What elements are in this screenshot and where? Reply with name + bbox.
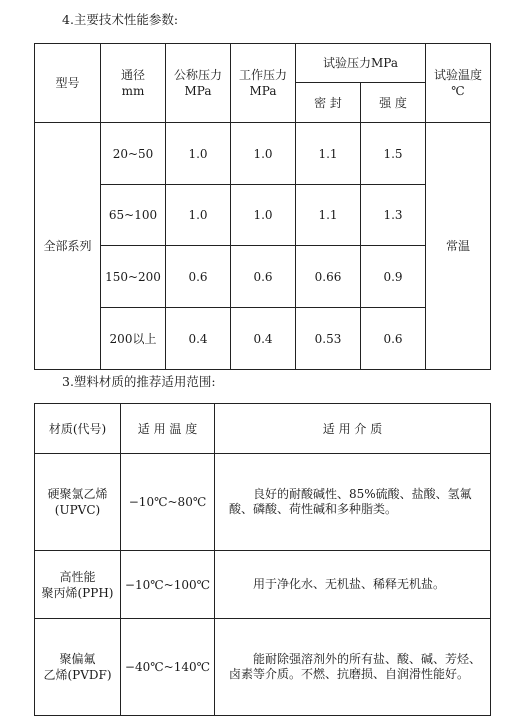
- strength-pressure-cell: 1.3: [361, 185, 426, 246]
- seal-pressure-cell: 1.1: [296, 185, 361, 246]
- table-row: [35, 454, 491, 551]
- material-application-table: [34, 403, 491, 716]
- seal-pressure-cell: 0.66: [296, 246, 361, 308]
- working-pressure-cell: 1.0: [231, 123, 296, 185]
- table-row: [35, 308, 491, 370]
- table-row: [35, 619, 491, 716]
- medium-description-cell: 用于净化水、无机盐、稀释无机盐。: [215, 551, 491, 619]
- table-row: [35, 185, 491, 246]
- seal-pressure-cell: 1.1: [296, 123, 361, 185]
- material-name-cell: 聚偏氟 乙烯(PVDF): [35, 619, 121, 716]
- table-row: [35, 551, 491, 619]
- header-nominal-pressure: 公称压力 MPa: [166, 44, 231, 123]
- technical-parameters-table: [34, 43, 491, 370]
- nominal-pressure-cell: 1.0: [166, 185, 231, 246]
- temperature-range-cell: −10℃~100℃: [121, 551, 215, 619]
- strength-pressure-cell: 0.6: [361, 308, 426, 370]
- header-medium: 适 用 介 质: [215, 404, 491, 454]
- medium-description-cell: 良好的耐酸碱性、85%硫酸、盐酸、氢氟酸、磷酸、荷性碱和多种脂类。: [215, 454, 491, 551]
- temperature-range-cell: −10℃~80℃: [121, 454, 215, 551]
- working-pressure-cell: 0.4: [231, 308, 296, 370]
- bore-cell: 65~100: [101, 185, 166, 246]
- header-test-pressure: 试验压力MPa: [296, 44, 426, 83]
- header-strength: 强 度: [361, 83, 426, 123]
- strength-pressure-cell: 1.5: [361, 123, 426, 185]
- header-test-temperature: 试验温度 ℃: [426, 44, 491, 123]
- bore-cell: 20~50: [101, 123, 166, 185]
- working-pressure-cell: 1.0: [231, 185, 296, 246]
- bore-cell: 200以上: [101, 308, 166, 370]
- material-name-cell: 硬聚氯乙烯 (UPVC): [35, 454, 121, 551]
- nominal-pressure-cell: 0.6: [166, 246, 231, 308]
- test-temperature-cell: 常温: [426, 123, 491, 370]
- header-model: 型号: [35, 44, 101, 123]
- section-3-title: 3.塑料材质的推荐适用范围:: [62, 374, 216, 389]
- table-row: [35, 246, 491, 308]
- seal-pressure-cell: 0.53: [296, 308, 361, 370]
- working-pressure-cell: 0.6: [231, 246, 296, 308]
- material-name-cell: 高性能 聚丙烯(PPH): [35, 551, 121, 619]
- table-row: [35, 123, 491, 185]
- nominal-pressure-cell: 0.4: [166, 308, 231, 370]
- section-4-title: 4.主要技术性能参数:: [62, 12, 179, 27]
- medium-description-cell: 能耐除强溶剂外的所有盐、酸、碱、芳烃、卤素等介质。不燃、抗磨损、自润滑性能好。: [215, 619, 491, 716]
- header-working-pressure: 工作压力 MPa: [231, 44, 296, 123]
- header-temperature: 适 用 温 度: [121, 404, 215, 454]
- bore-cell: 150~200: [101, 246, 166, 308]
- header-bore: 通径 mm: [101, 44, 166, 123]
- nominal-pressure-cell: 1.0: [166, 123, 231, 185]
- header-seal: 密 封: [296, 83, 361, 123]
- series-cell: 全部系列: [35, 123, 101, 370]
- header-material: 材质(代号): [35, 404, 121, 454]
- temperature-range-cell: −40℃~140℃: [121, 619, 215, 716]
- strength-pressure-cell: 0.9: [361, 246, 426, 308]
